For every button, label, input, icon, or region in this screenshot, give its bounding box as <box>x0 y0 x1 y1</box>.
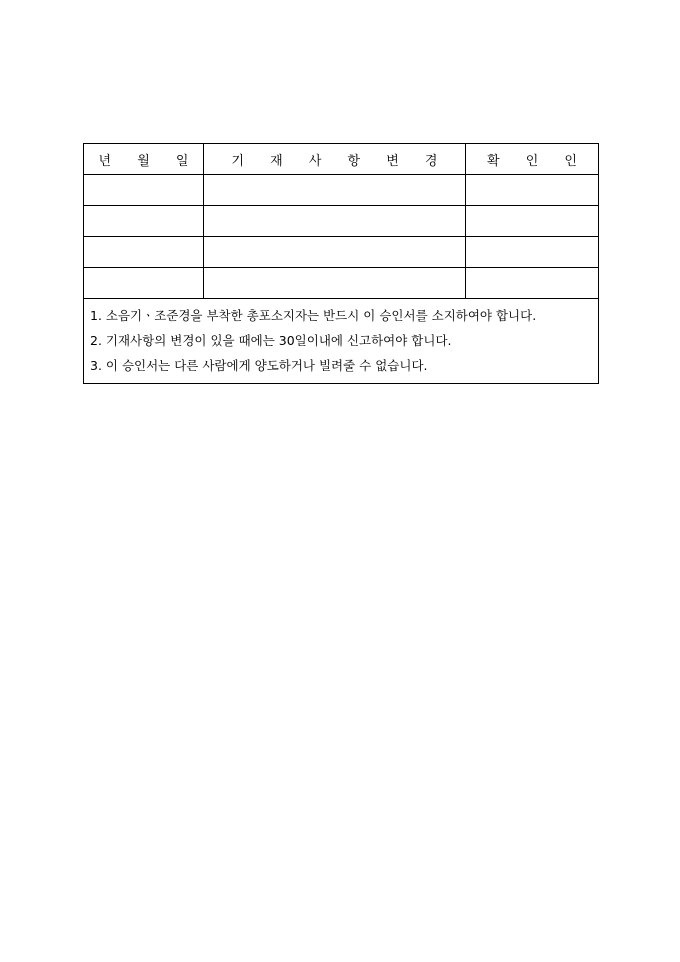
seal-cell <box>466 175 599 206</box>
change-cell <box>204 268 466 299</box>
date-cell <box>84 237 204 268</box>
seal-cell <box>466 268 599 299</box>
change-cell <box>204 206 466 237</box>
date-cell <box>84 175 204 206</box>
note-item: 3. 이 승인서는 다른 사람에게 양도하거나 빌려줄 수 없습니다. <box>90 358 428 373</box>
date-cell <box>84 206 204 237</box>
change-record-table <box>83 143 599 384</box>
note-item: 2. 기재사항의 변경이 있을 때에는 30일이내에 신고하여야 합니다. <box>90 333 452 348</box>
table-row <box>84 237 599 268</box>
table-row <box>84 206 599 237</box>
seal-cell <box>466 206 599 237</box>
table-row <box>84 175 599 206</box>
header-change-details: 기 재 사 항 변 경 <box>204 144 466 175</box>
notes-row <box>84 299 599 384</box>
seal-cell <box>466 237 599 268</box>
table-row <box>84 268 599 299</box>
header-confirmation-seal: 확 인 인 <box>466 144 599 175</box>
header-row <box>84 144 599 175</box>
notes-cell <box>84 299 599 384</box>
header-date: 년 월 일 <box>84 144 204 175</box>
change-cell <box>204 237 466 268</box>
change-cell <box>204 175 466 206</box>
note-item: 1. 소음기ㆍ조준경을 부착한 총포소지자는 반드시 이 승인서를 소지하여야 합니다. <box>90 308 537 323</box>
date-cell <box>84 268 204 299</box>
